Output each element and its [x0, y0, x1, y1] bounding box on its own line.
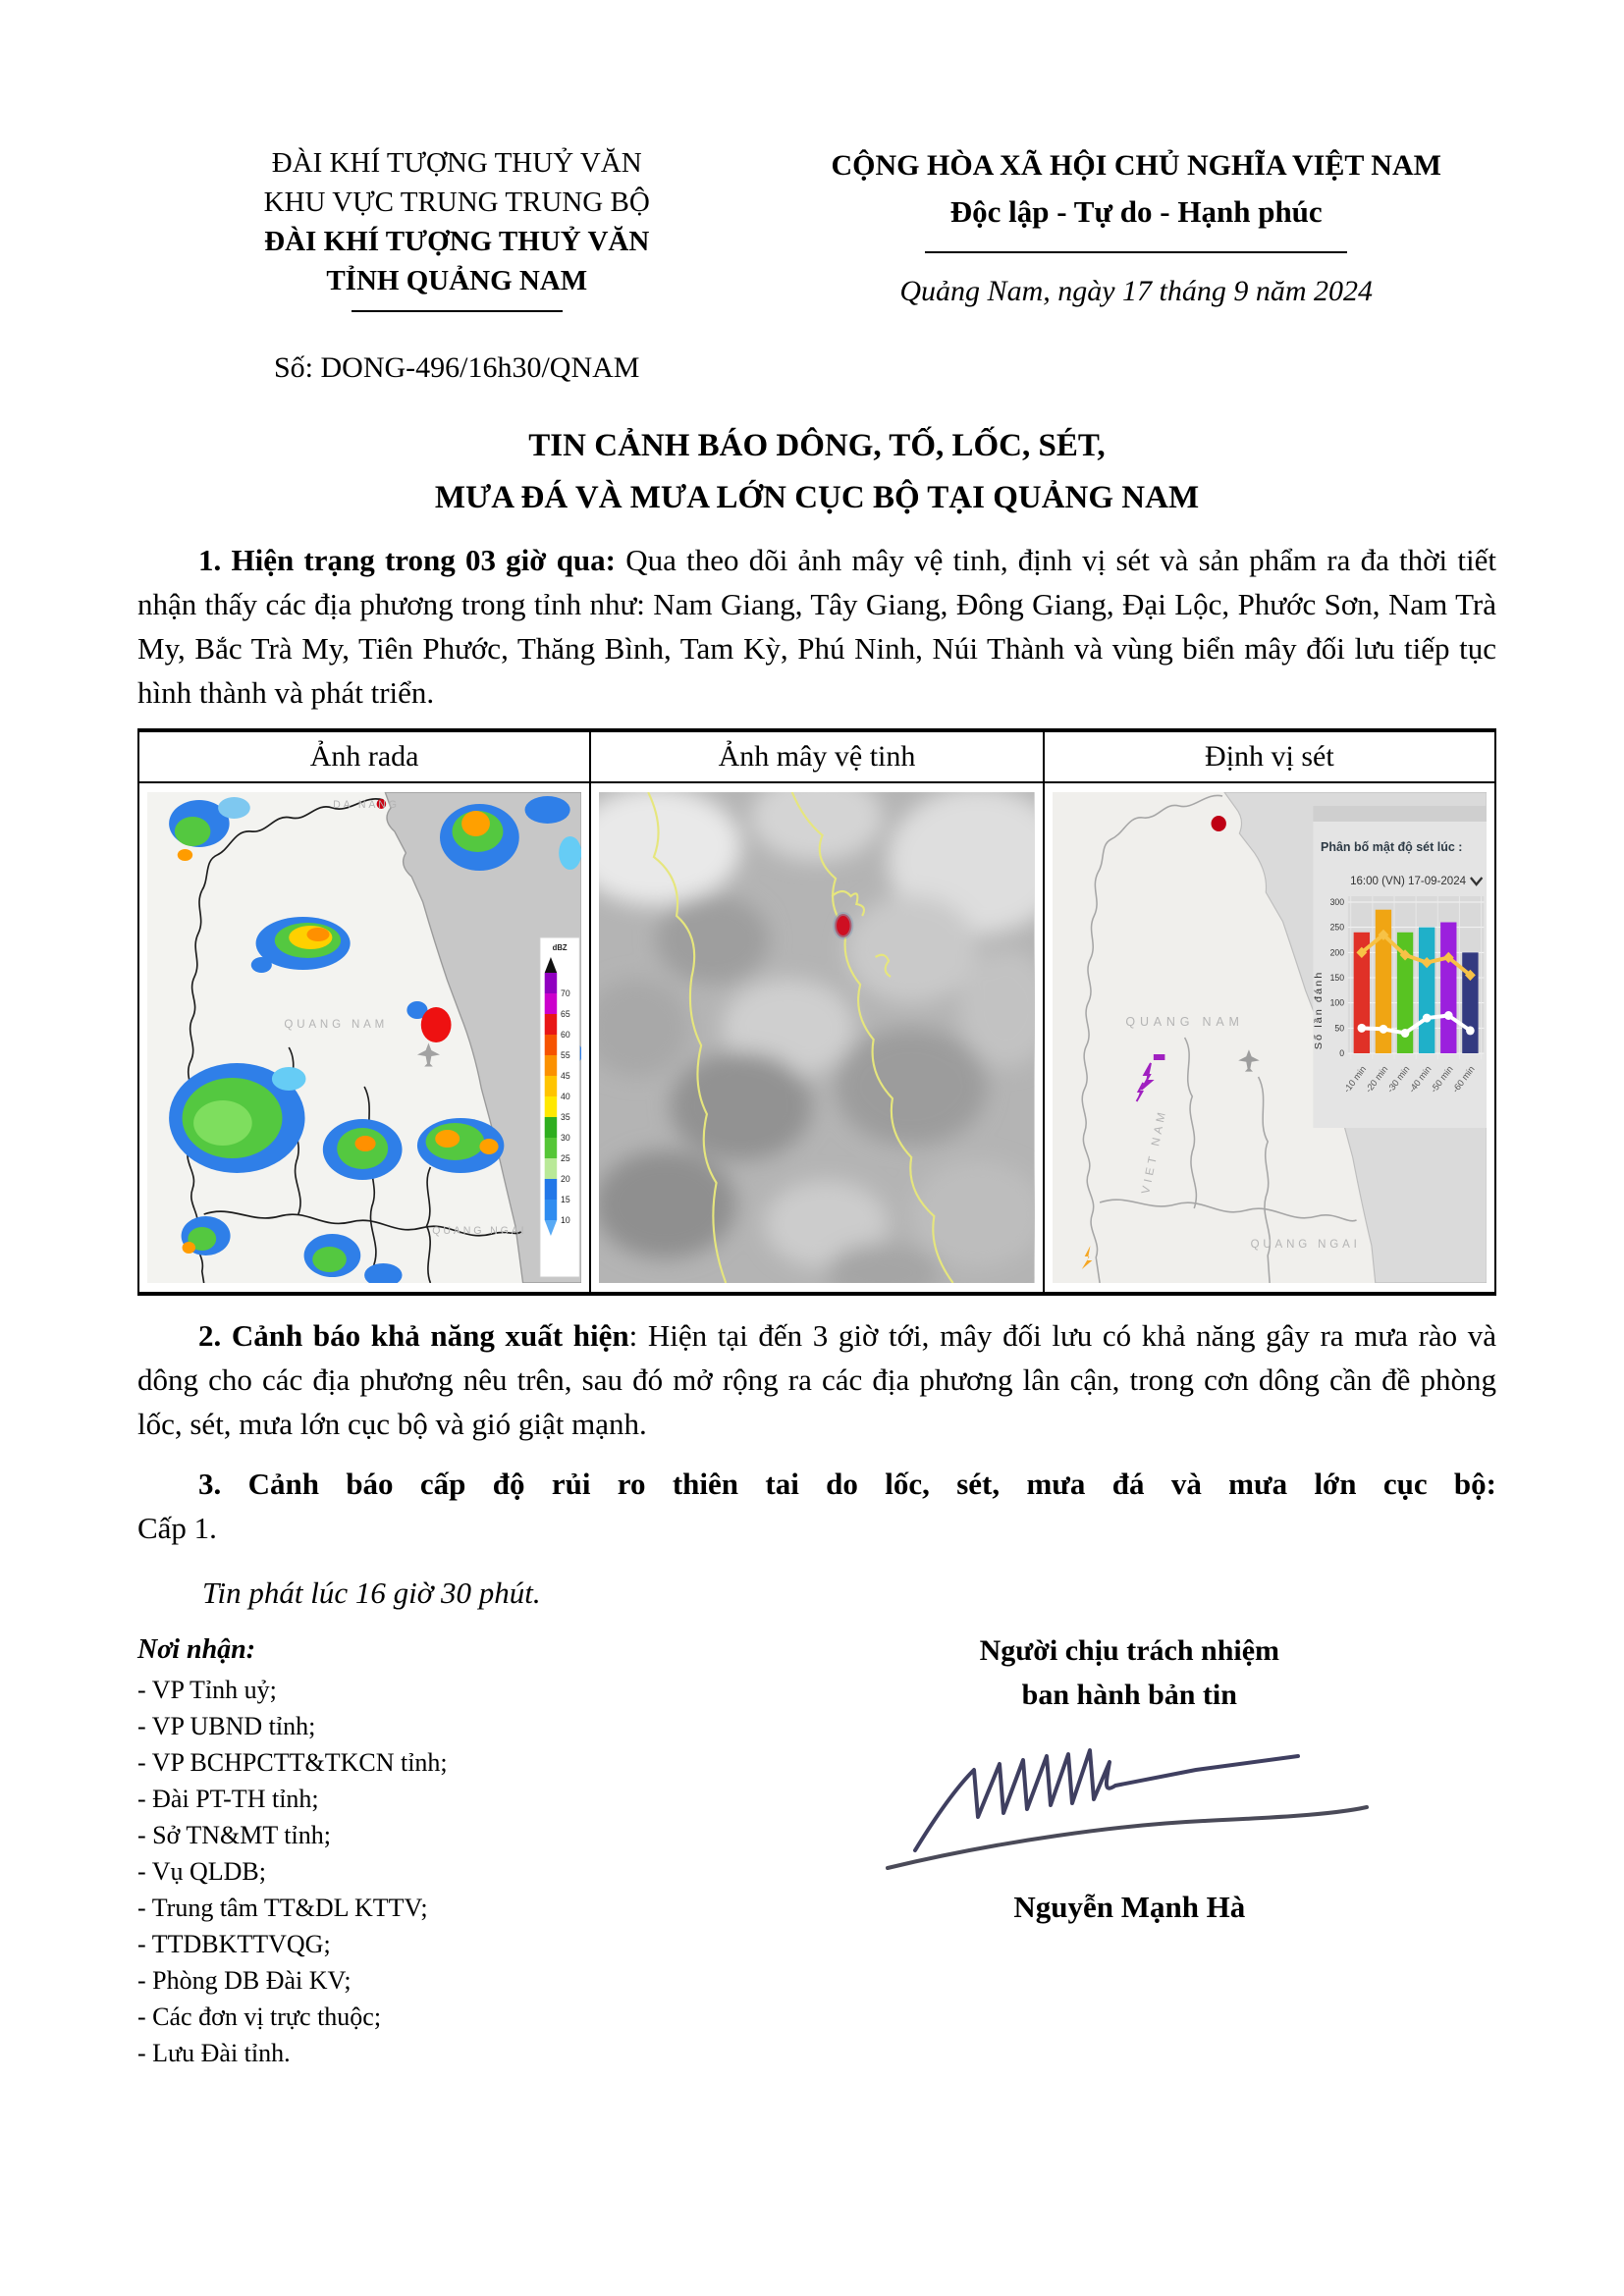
radar-label-quang-ngai: QUANG NGAI [432, 1224, 527, 1238]
lightning-red-dot [1211, 816, 1225, 831]
paragraph-warning [137, 1313, 1496, 1446]
svg-text:30: 30 [561, 1132, 570, 1144]
paragraph-warning-text: : Hiện tại đến 3 giờ tới, mây đối lưu có khả năng gây ra mưa rào và dông cho các địa phương nêu trên, sau đó mở rộng ra các địa phương lân cận, trong cơn dông cần đề phòng lốc, sét, mưa lớn cục bộ và gió giật mạnh. [137, 1318, 1496, 1441]
recipient-item: - Phòng DB Đài KV; [137, 1966, 352, 1995]
recipient-item: - Trung tâm TT&DL KTTV; [137, 1894, 428, 1922]
svg-text:100: 100 [1329, 997, 1344, 1008]
svg-text:70: 70 [561, 988, 570, 999]
signer-role-line-2: ban hành bản tin [1021, 1679, 1237, 1711]
paragraph-risk-lead: 3. Cảnh báo cấp độ rủi ro thiên tai do lốc, sét, mưa đá và mưa lớn cục bộ: [198, 1467, 1496, 1501]
radar-image-cell [138, 782, 590, 1294]
national-motto-line-2: Độc lập - Tự do - Hạnh phúc [949, 194, 1323, 229]
svg-text:55: 55 [561, 1049, 570, 1061]
signer-name: Nguyễn Mạnh Hà [1013, 1890, 1246, 1924]
table-header-row [138, 730, 1495, 782]
document-header [137, 143, 1496, 385]
recipient-item: - Đài PT-TH tỉnh; [137, 1785, 319, 1813]
title-line-1: TIN CẢNH BÁO DÔNG, TỐ, LỐC, SÉT, [528, 428, 1106, 463]
svg-text:250: 250 [1329, 922, 1344, 933]
lightning-chart-title: Phân bố mật độ sét lúc : [1320, 838, 1463, 855]
svg-text:0: 0 [1339, 1047, 1344, 1059]
agency-line-1: ĐÀI KHÍ TƯỢNG THUỶ VĂN [271, 147, 642, 179]
satellite-image-cell [590, 782, 1044, 1294]
svg-text:-50 min: -50 min [1428, 1063, 1455, 1095]
motto-divider [925, 251, 1347, 253]
satellite-red-marker [835, 914, 851, 937]
paragraph-warning-lead: 2. Cảnh báo khả năng xuất hiện [198, 1318, 629, 1353]
radar-dbz-legend [540, 937, 579, 1277]
recipient-item: - TTDBKTTVQG; [137, 1930, 331, 1958]
agency-divider [352, 310, 563, 312]
paragraph-status-lead: 1. Hiện trạng trong 03 giờ qua: [198, 543, 616, 577]
radar-legend-title: dBZ [552, 942, 568, 953]
national-heading-block [776, 143, 1496, 385]
document-footer [137, 1629, 1496, 2071]
recipients-block [137, 1629, 763, 2071]
lightning-location-image [1053, 792, 1487, 1283]
recipient-item: - VP UBND tỉnh; [137, 1712, 316, 1740]
paragraph-risk-level: Cấp 1. [137, 1511, 217, 1545]
svg-text:40: 40 [561, 1091, 570, 1102]
svg-text:25: 25 [561, 1152, 570, 1164]
recipient-item: - VP BCHPCTT&TKCN tỉnh; [137, 1748, 448, 1777]
place-date-line: Quảng Nam, ngày 17 tháng 9 năm 2024 [899, 275, 1374, 307]
svg-text:200: 200 [1329, 947, 1344, 958]
table-image-row [138, 782, 1495, 1294]
issue-time-line: Tin phát lúc 16 giờ 30 phút. [202, 1575, 541, 1610]
recipients-title: Nơi nhận: [137, 1634, 256, 1665]
svg-text:35: 35 [561, 1111, 570, 1123]
signature-stroke-sweep [888, 1807, 1367, 1868]
svg-text:45: 45 [561, 1070, 570, 1082]
document-number: Số: DONG-496/16h30/QNAM [273, 351, 640, 384]
column-header-radar: Ảnh rada [138, 730, 590, 782]
lightning-chart-time-dropdown: 16:00 (VN) 17-09-2024 [1349, 874, 1466, 888]
national-motto-line-1: CỘNG HÒA XÃ HỘI CHỦ NGHĨA VIỆT NAM [831, 149, 1441, 182]
lightning-label-quang-ngai: QUANG NGAI [1250, 1237, 1361, 1252]
column-header-satellite: Ảnh mây vệ tinh [590, 730, 1044, 782]
svg-text:-40 min: -40 min [1406, 1063, 1434, 1095]
agency-line-3: ĐÀI KHÍ TƯỢNG THUỶ VĂN [264, 226, 650, 257]
recipient-item: - Vụ QLDB; [137, 1857, 266, 1886]
lightning-label-viet-nam: VIET NAM [1139, 1107, 1169, 1196]
svg-text:60: 60 [561, 1029, 570, 1041]
svg-text:50: 50 [1334, 1023, 1344, 1034]
radar-label-da-nang: DA NANG [333, 798, 400, 812]
svg-text:-60 min: -60 min [1450, 1063, 1477, 1095]
svg-text:20: 20 [561, 1173, 570, 1185]
svg-text:150: 150 [1329, 972, 1344, 984]
paragraph-status [137, 538, 1496, 715]
svg-text:-30 min: -30 min [1384, 1063, 1412, 1095]
issuing-agency-block [137, 143, 776, 385]
svg-text:15: 15 [561, 1194, 570, 1205]
signature-image [854, 1719, 1404, 1886]
recipient-item: - Các đơn vị trực thuộc; [137, 2002, 382, 2031]
radar-map-image [147, 792, 581, 1283]
agency-line-4: TỈNH QUẢNG NAM [326, 265, 588, 296]
svg-text:10: 10 [561, 1214, 570, 1226]
radar-strong-cell [421, 1007, 452, 1042]
svg-text:300: 300 [1329, 896, 1344, 908]
svg-text:-20 min: -20 min [1363, 1063, 1390, 1095]
signer-block [763, 1629, 1496, 2071]
satellite-cloud-image [599, 792, 1035, 1283]
paragraph-status-text: Qua theo dõi ảnh mây vệ tinh, định vị sét và sản phẩm ra đa thời tiết nhận thấy các địa phương trong tỉnh như: Nam Giang, Tây Giang, Đông Giang, Đại Lộc, Phước Sơn, Nam Trà My, Bắc Trà My, Tiên Phước, Thăng Bình, Tam Kỳ, Phú Ninh, Núi Thành và vùng biển mây đối lưu tiếp tục hình thành và phát triển. [137, 543, 1496, 710]
column-header-lightning: Định vị sét [1044, 730, 1495, 782]
recipient-item: - Sở TN&MT tỉnh; [137, 1821, 331, 1849]
document-title [137, 420, 1496, 524]
recipient-item: - VP Tỉnh uỷ; [137, 1676, 277, 1704]
lightning-chart-ylabel: Số lần đánh [1312, 970, 1325, 1050]
observation-images-table [137, 728, 1496, 1296]
lightning-image-cell [1044, 782, 1495, 1294]
radar-label-quang-nam: QUANG NAM [284, 1017, 389, 1032]
signature-stroke-main [915, 1750, 1298, 1850]
svg-text:-10 min: -10 min [1341, 1063, 1368, 1095]
signer-role-line-1: Người chịu trách nhiệm [979, 1634, 1280, 1667]
agency-line-2: KHU VỰC TRUNG TRUNG BỘ [263, 187, 650, 218]
lightning-density-panel [1313, 806, 1487, 1128]
svg-text:65: 65 [561, 1008, 570, 1020]
recipient-item: - Lưu Đài tỉnh. [137, 2039, 291, 2067]
lightning-label-quang-nam: QUANG NAM [1125, 1013, 1244, 1030]
title-line-2: MƯA ĐÁ VÀ MƯA LỚN CỤC BỘ TẠI QUẢNG NAM [434, 480, 1200, 515]
